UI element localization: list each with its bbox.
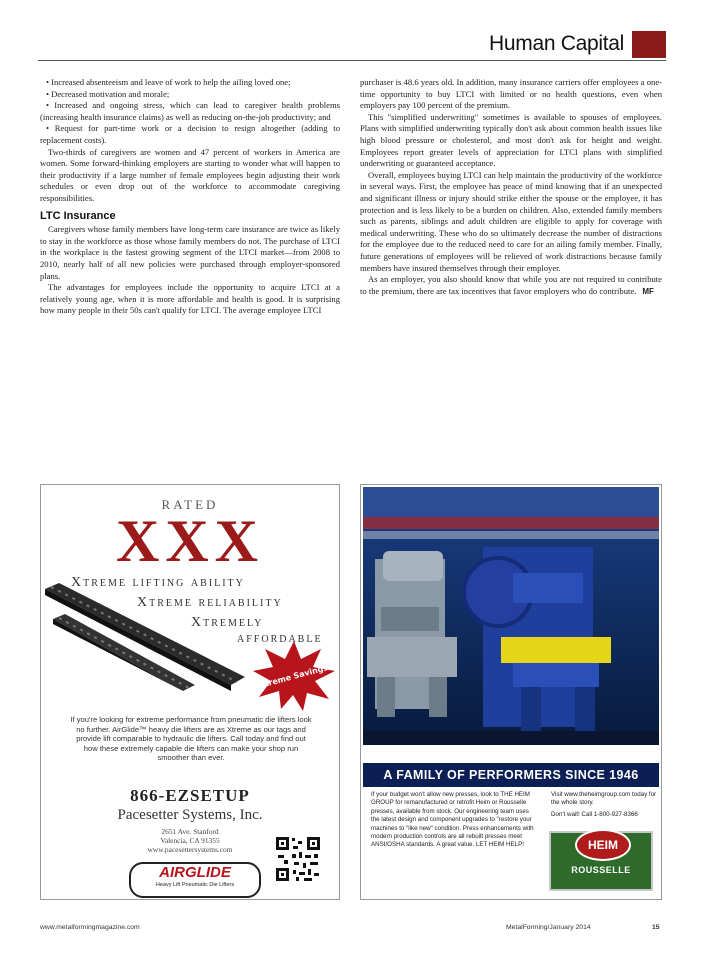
section-color-block <box>632 31 666 58</box>
ad-pacesetter[interactable] <box>40 484 340 900</box>
article-paragraph: This "simplified underwriting" sometimes is available to spouses of employees. Plans with simplified underwriting typically don't ask about common health issues like high blood pressure or cholesterol, and most don't ask for height and weight. Employees report greater levels of appreciation for LTCI plans with simplified underwriting or guaranteed acceptance. <box>360 111 662 169</box>
starburst-icon <box>253 641 335 711</box>
bullet-item: • Request for part-time work or a decision to resign altogether (adding to replacement costs). <box>40 123 340 145</box>
ad-visit-website[interactable]: Visit www.theheimgroup.com today for the whole story. <box>551 791 657 807</box>
ad-website-link[interactable]: www.pacesettersystems.com <box>147 845 233 854</box>
article-column-left <box>40 77 340 317</box>
ad-tagline: Xtreme reliability <box>137 595 283 610</box>
bullet-item: • Decreased motivation and morale; <box>46 88 170 99</box>
ad-address-line: Valencia, CA 91355 <box>160 836 220 845</box>
ad-rated-label: RATED <box>161 497 219 512</box>
article-paragraph-text: As an employer, you also should know that while you are not required to contribute to the premium, there are tax incentives that favor employers who do contribute. <box>360 274 662 296</box>
heim-rousselle-logo <box>549 831 653 891</box>
airglide-brand: AIRGLIDE <box>159 864 231 881</box>
airglide-subtitle: Heavy Lift Pneumatic Die Lifters <box>155 882 235 888</box>
footer-website[interactable]: www.metalformingmagazine.com <box>40 924 140 931</box>
article-paragraph: Two-thirds of caregivers are women and 47 percent of workers in America are women. Some forward-thinking employers are starting to wonder what will happen to their productivity if a large number of female employees begin adjusting their work schedules or even drop out of the workforce to accommodate caregiving responsibilities. <box>40 146 340 203</box>
ad-company-name: Pacesetter Systems, Inc. <box>117 807 263 823</box>
ad-phone-number[interactable]: 866-EZSETUP <box>130 786 250 805</box>
page-number: 15 <box>652 924 660 931</box>
airglide-logo <box>129 862 261 898</box>
ad-tagline: Xtremely <box>191 615 264 630</box>
section-heading: LTC Insurance <box>40 209 116 222</box>
header-rule <box>38 60 666 61</box>
rousselle-label: ROUSSELLE <box>571 865 631 875</box>
article-paragraph: purchaser is 48.6 years old. In addition, many insurance carriers offer employees a one-time opportunity to buy LTCI with limited or no health questions, even when employers pay 100 percent of the premium. <box>360 77 662 111</box>
ad-call-number[interactable]: Don't wait! Call 1-800-927-8366 <box>551 811 638 818</box>
article-paragraph: The advantages for employees include the opportunity to acquire LTCI at a relatively young age, when it is more affordable and health is good. It is surprising how many people in their 50s can't qualify for LTCI. The average employee LTCI <box>40 282 340 316</box>
ad-banner: A FAMILY OF PERFORMERS SINCE 1946 <box>363 763 659 787</box>
ad-body-text: If your budget won't allow new presses, look to THE HEIM GROUP for remanufactured or retrofit Heim or Rousselle presses, available from stock. Our engineering team uses the latest design and component upgrades to "restore your machines to "like new" condition. Press enhancements with modern production controls are all rebuilt presses meet ANSI/OSHA standards. A great value. LET HEIM HELP! <box>371 791 534 849</box>
ad-xxx-logo: XXX <box>116 508 264 574</box>
ad-address-line: 2651 Ave. Stanford <box>161 827 219 836</box>
section-header <box>489 31 666 57</box>
end-mark: MF <box>642 286 654 296</box>
article-paragraph: Caregivers whose family members have long-term care insurance are twice as likely to stay in the workforce as those whose family members do not. The purchase of LTCI in the workplace is the fastest growing segment of the LTCI market—from 2008 to 2010, nearly half of all new policies were purchased through employer-sponsored plans. <box>40 224 340 281</box>
qr-code-icon[interactable] <box>274 835 322 883</box>
section-title: Human Capital <box>489 32 624 55</box>
starburst-text: Xtreme Savings <box>257 663 329 691</box>
footer-publication: MetalForming/January 2014 <box>506 924 591 931</box>
article-paragraph <box>360 274 662 297</box>
ad-tagline: affordable <box>237 631 323 646</box>
die-lifter-rails-image <box>45 581 245 691</box>
ad-heim-group[interactable] <box>360 484 662 900</box>
heim-badge: HEIM <box>575 829 631 861</box>
article-paragraph: Overall, employees buying LTCI can help maintain the productivity of the workforce in several ways. First, the employee has peace of mind knowing that if an unexpected and significant illness or injury should strike either the spouse or the employee, it has protection and is less likely to be a burden on children. Also, extended family members such as parents, siblings and adult children are eligible to apply for coverage with medical underwriting. These who do so ultimately decrease the number of distractions for the employee due to the reduced need to care for an ailing family member. Finally, future generations of employees will be relieved of work distractions because family members have insured themselves through their employer. <box>360 169 662 273</box>
bullet-item: • Increased and ongoing stress, which can lead to caregiver health problems (increasing health insurance claims) as well as reducing on-the-job productivity; and <box>40 100 340 122</box>
press-machines-photo <box>363 487 659 745</box>
ad-body-text: If you're looking for extreme performance from pneumatic die lifters look no further. AirGlide™ heavy die lifters are as Xtreme as our tags and provide lift comparable to hydraulic die lifters. Call today and find out how these extremely capable die lifters can make your shop run smoother than ever. <box>70 715 312 763</box>
article-column-right <box>360 77 662 297</box>
bullet-item: • Increased absenteeism and leave of work to help the ailing loved one; <box>46 77 291 87</box>
ad-tagline: Xtreme lifting ability <box>71 575 245 590</box>
